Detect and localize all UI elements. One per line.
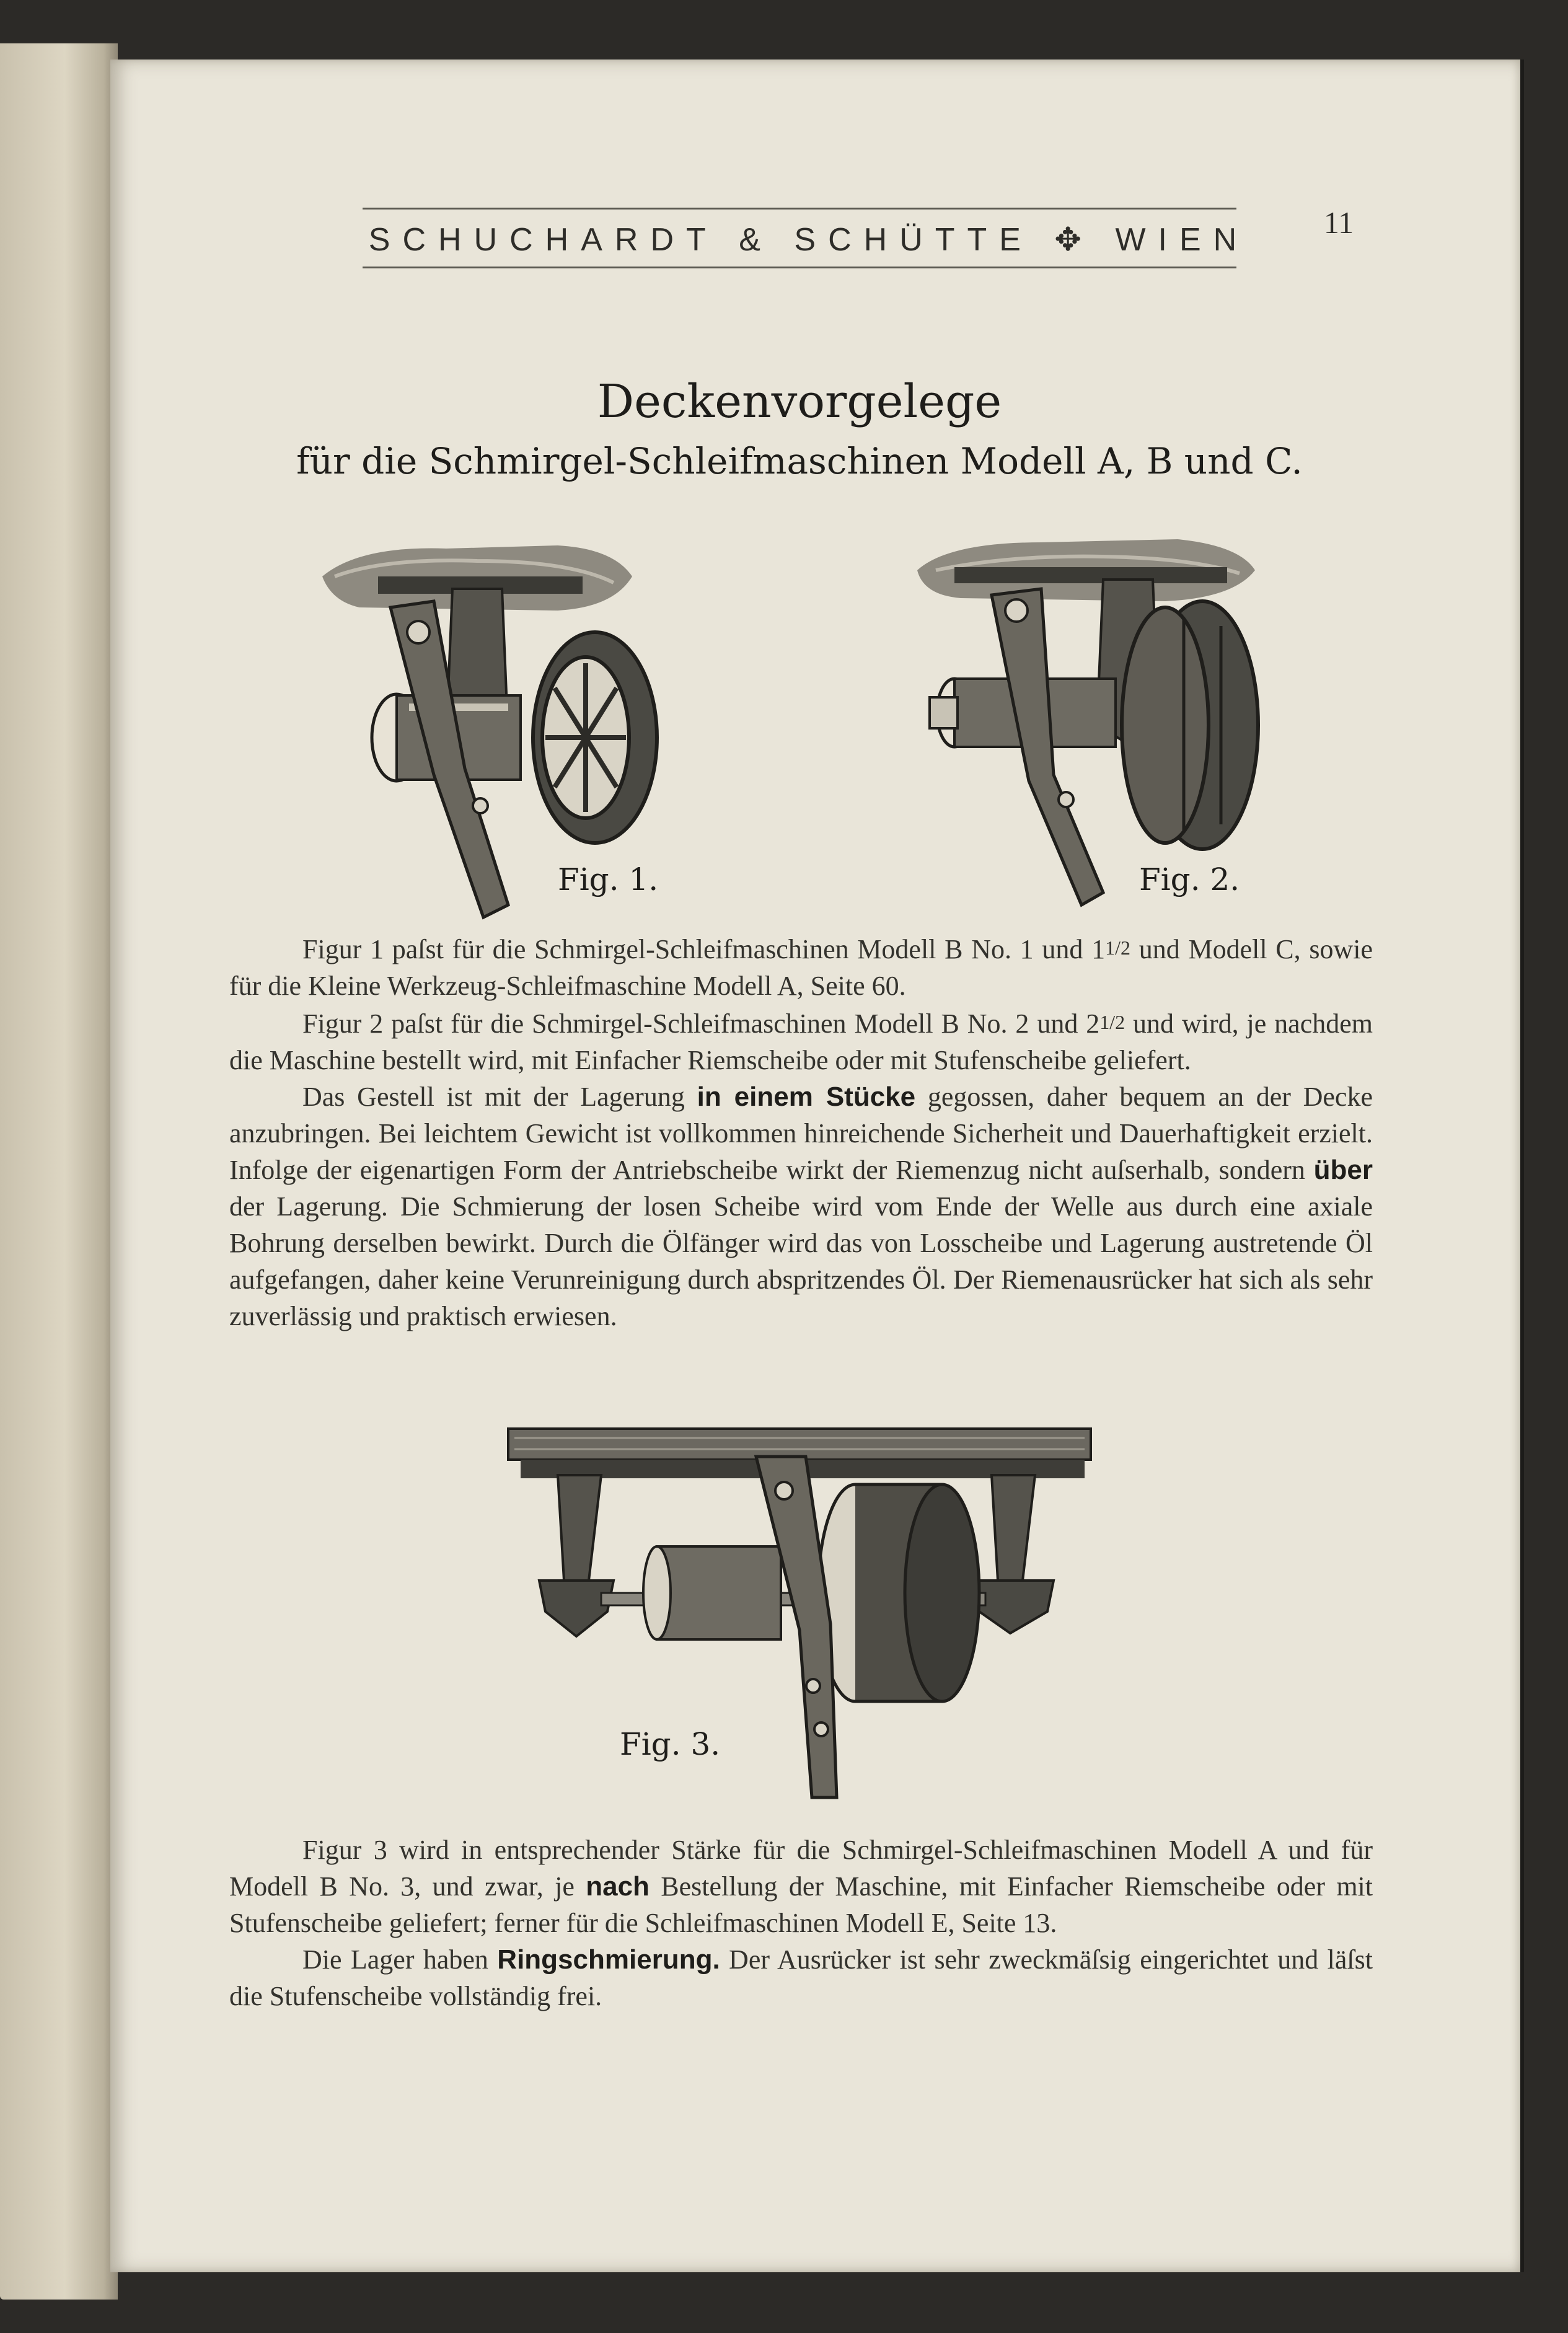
paragraph-lager: Die Lager haben Ringschmierung. Der Ausrücker ist sehr zweckmäſsig eingerichtet und läſst die Stufenscheibe vollständig frei. (229, 1944, 1373, 2011)
paragraph-gestell: Das Gestell ist mit der Lagerung in einem Stücke gegossen, daher bequem an der Decke anzubringen. Bei leichtem Gewicht ist vollkommen hinreichende Sicherheit und Dauerhaftigkeit erzielt. Infolge der eigenartigen Form der Antriebscheibe wirkt der Riemenzug nicht auſserhalb, sondern über der Lagerung. Die Schmierung der losen Scheibe wird vom Ende der Welle aus durch eine axiale Bohrung derselben bewirkt. Durch die Ölfänger wird das von Losscheibe und Lagerung austretende Öl aufgefangen, daher keine Verunreinigung durch abspritzendes Öl. Der Riemenausrücker hat sich als sehr zuverlässig und praktisch erwiesen. (229, 1082, 1373, 1331)
figure-2-label: Fig. 2. (1139, 862, 1240, 897)
text-block-2 (229, 1832, 1373, 2014)
running-title: SCHUCHARDT & SCHÜTTE ✥ WIEN (368, 222, 1249, 258)
paragraph-figur-2: Figur 2 paſst für die Schmirgel-Schleifmaschinen Modell B No. 2 und 21/2 und wird, je nachdem die Maschine bestellt wird, mit Einfacher Riemscheibe oder mit Stufenscheibe geliefert. (229, 1008, 1373, 1075)
page-subtitle: für die Schmirgel-Schleifmaschinen Modell A, B und C. (296, 440, 1303, 482)
figure-3-label: Fig. 3. (620, 1726, 721, 1762)
text-block-1 (229, 930, 1373, 1334)
paragraph-figur-3: Figur 3 wird in entsprechender Stärke für die Schmirgel-Schleifmaschinen Modell A und für Modell B No. 3, und zwar, je nach Bestellung der Maschine, mit Einfacher Riemscheibe oder mit Stufenscheibe geliefert; ferner für die Schleifmaschinen Modell E, Seite 13. (229, 1835, 1373, 1938)
page-title: Deckenvorgelege (597, 375, 1002, 428)
facing-page-edge (0, 43, 118, 2300)
figure-1-illustration (322, 533, 645, 917)
header-rule-bottom (363, 267, 1236, 268)
figure-2-illustration (917, 527, 1264, 911)
page-number: 11 (1323, 205, 1354, 240)
figure-1-label: Fig. 1. (558, 862, 659, 897)
paragraph-figur-1: Figur 1 paſst für die Schmirgel-Schleifmaschinen Modell B No. 1 und 11/2 und Modell C, sowie für die Kleine Werkzeug-Schleifmaschine Modell A, Seite 60. (229, 934, 1373, 1001)
figure-3-illustration (508, 1426, 1097, 1797)
